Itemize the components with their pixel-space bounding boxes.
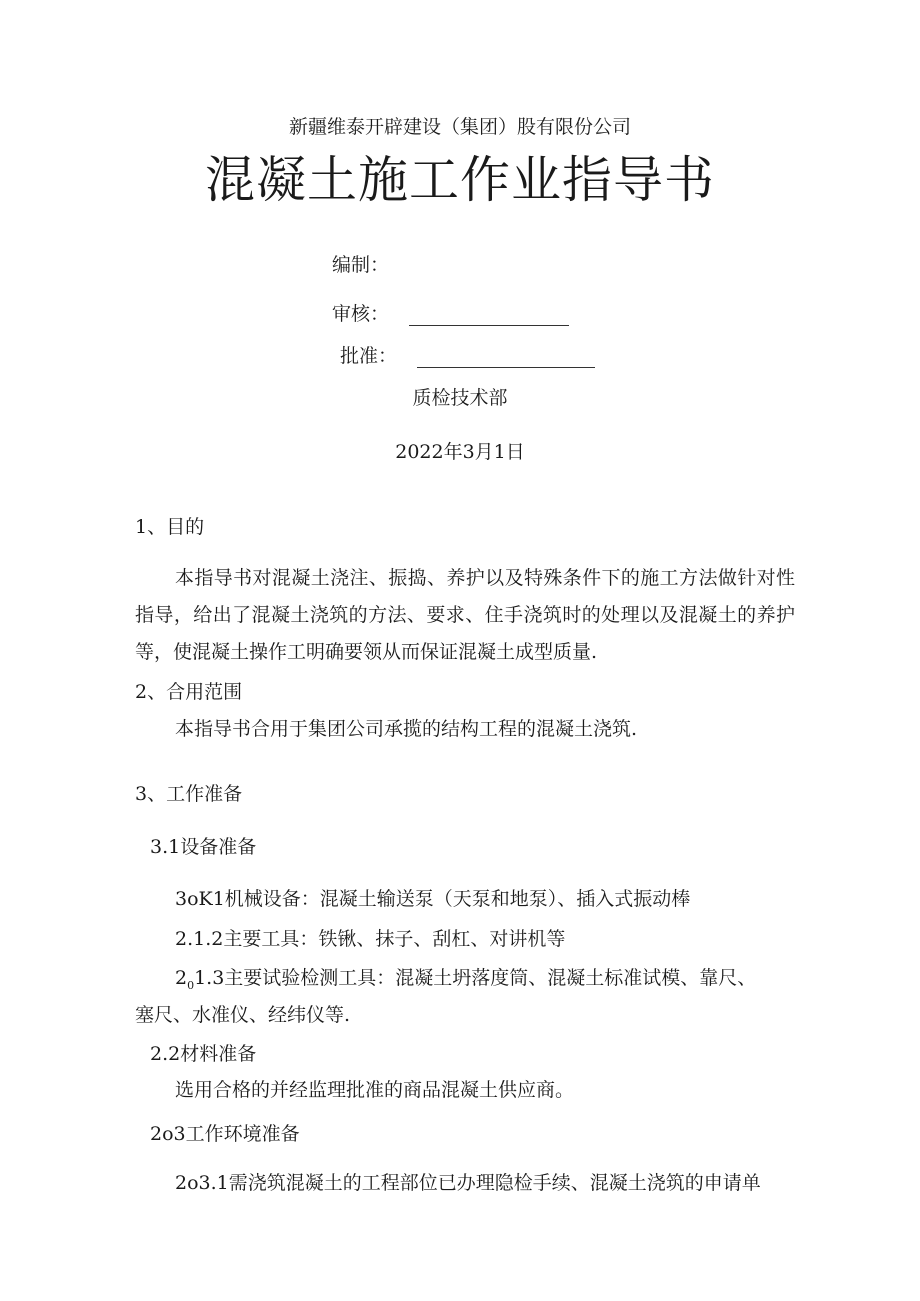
document-title: 混凝土施工作业指导书 <box>205 151 715 209</box>
section-2-2-body: 选用合格的并经监理批准的商品混凝土供应商。 <box>175 1079 575 1101</box>
item-test-subscript: 0 <box>187 978 195 992</box>
section-1-heading: 1、目的 <box>135 516 205 538</box>
item-machinery: 3oK1机械设备：混凝土输送泵（天泵和地泵）、插入式振动棒 <box>175 888 691 910</box>
company-name: 新疆维泰开辟建设（集团）股有限份公司 <box>288 116 631 138</box>
item-tools: 2.1.2主要工具：铁锹、抹子、刮杠、对讲机等 <box>175 928 566 950</box>
approved-by-label: 批准： <box>340 345 398 367</box>
item-test-equipment <box>175 963 756 992</box>
section-2-2-heading: 2.2材料准备 <box>150 1043 257 1065</box>
item-test-prefix: 2 <box>175 967 188 989</box>
approved-by-row <box>340 341 595 368</box>
reviewed-by-row <box>332 299 569 326</box>
approved-by-line <box>417 349 595 368</box>
reviewed-by-line <box>409 307 569 326</box>
prepared-by-label: 编制： <box>332 254 390 276</box>
section-2-3-heading: 2o3工作环境准备 <box>150 1123 300 1145</box>
section-2-heading: 2、合用范围 <box>135 681 243 703</box>
item-work-environment: 2o3.1需浇筑混凝土的工程部位已办理隐检手续、混凝土浇筑的申请单 <box>175 1172 761 1194</box>
section-2-body: 本指导书合用于集团公司承揽的结构工程的混凝土浇筑. <box>175 718 638 740</box>
section-3-1-heading: 3.1设备准备 <box>150 836 257 858</box>
section-1-body: 本指导书对混凝土浇注、振捣、养护以及特殊条件下的施工方法做针对性指导，给出了混凝土浇筑的方法、要求、住手浇筑时的处理以及混凝土的养护等，使混凝土操作工明确要领从而保证混凝土成型质量. <box>135 567 795 663</box>
item-test-line1: 1.3主要试验检测工具：混凝土坍落度筒、混凝土标准试模、靠尺、 <box>194 967 757 989</box>
department: 质检技术部 <box>412 387 508 409</box>
document-date: 2022年3月1日 <box>395 441 525 463</box>
item-test-line2: 塞尺、水准仪、经纬仪等. <box>135 1004 351 1026</box>
reviewed-by-label: 审核： <box>332 303 390 325</box>
section-3-heading: 3、工作准备 <box>135 783 243 805</box>
